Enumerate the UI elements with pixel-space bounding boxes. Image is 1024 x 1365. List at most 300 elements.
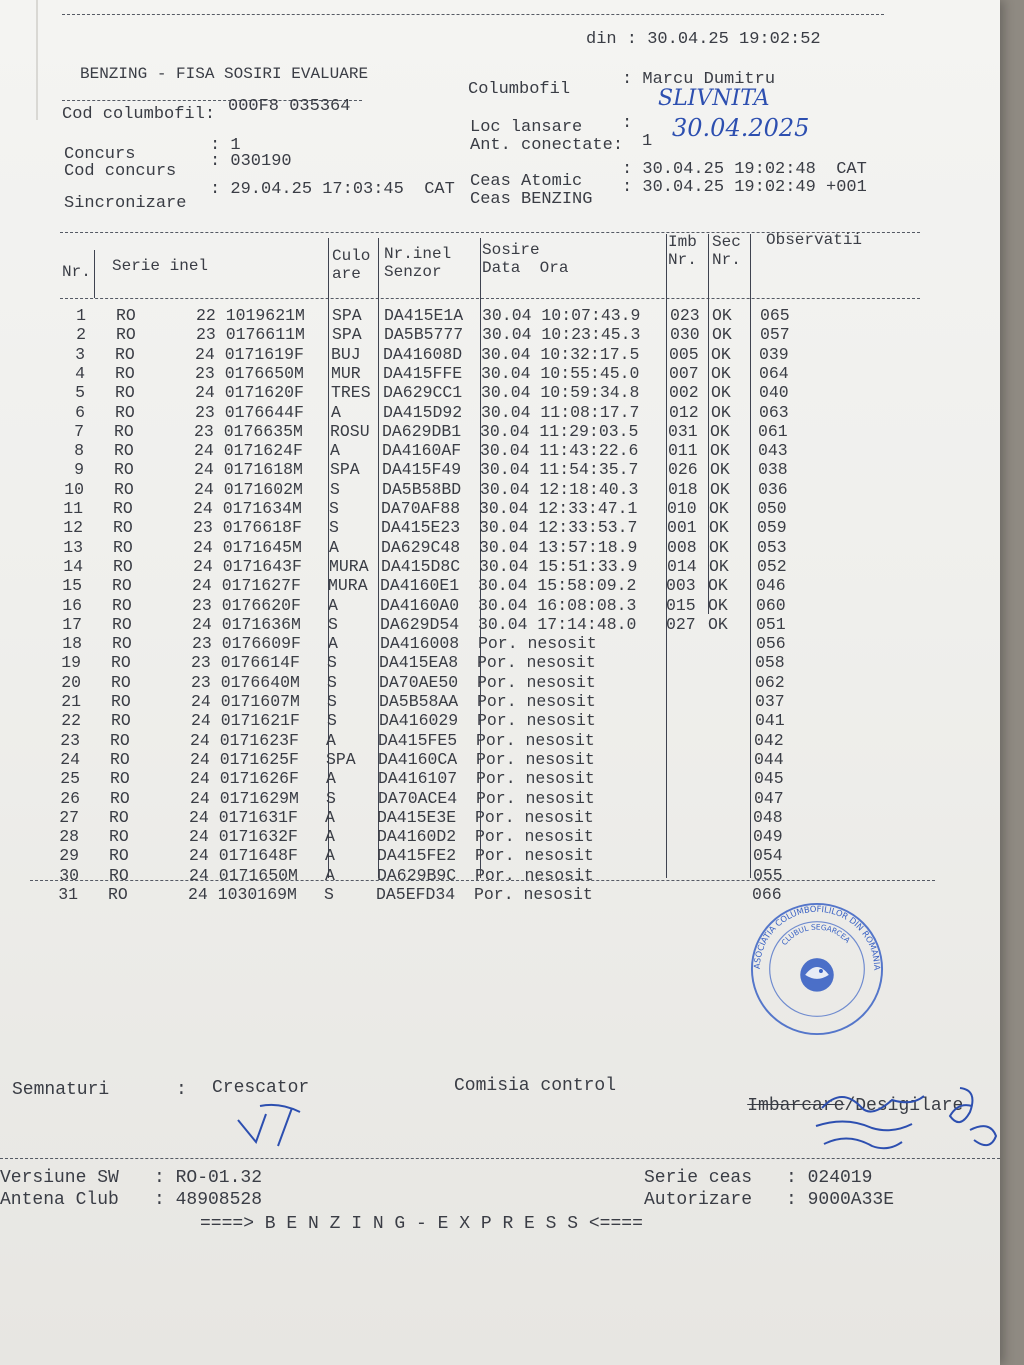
- cell-obs: 036: [758, 479, 788, 499]
- cell-senzor: DA629CC1: [383, 383, 463, 403]
- cell-tara: RO: [109, 807, 129, 827]
- cell-serie: 23 0176635M: [194, 421, 303, 441]
- cell-nr: 29: [59, 846, 79, 866]
- cell-tara: RO: [113, 537, 133, 557]
- cell-sec: OK: [710, 479, 730, 499]
- cell-serie: 24 0171621F: [191, 711, 300, 731]
- cell-obs: 049: [753, 827, 783, 847]
- cell-tara: RO: [115, 402, 135, 422]
- cell-serie: 24 0171648F: [189, 846, 298, 866]
- semnaturi-colon: :: [176, 1080, 187, 1100]
- ant-conectate-label: Ant. conectate:: [470, 136, 624, 155]
- cell-sosire: Por. nesosit: [478, 634, 597, 654]
- cell-imb: 003: [666, 576, 696, 596]
- cell-serie: 24 0171623F: [190, 730, 299, 750]
- cell-serie: 24 0171643F: [193, 556, 302, 576]
- cell-serie: 23 0176650M: [195, 363, 304, 383]
- table-row: [24, 750, 924, 769]
- crescator-signature: [230, 1100, 330, 1150]
- cell-serie: 23 0176640M: [191, 672, 300, 692]
- cell-imb: 002: [669, 383, 699, 403]
- cell-senzor: DA415D8C: [381, 556, 461, 576]
- pigeon-emblem-icon: [800, 958, 834, 992]
- cell-obs: 050: [757, 499, 787, 518]
- sincronizare-label: Sincronizare: [64, 194, 187, 213]
- cell-sosire: Por. nesosit: [476, 730, 595, 750]
- columbofil-label: Columbofil: [468, 80, 571, 99]
- table-row: [26, 596, 926, 615]
- cell-tara: RO: [111, 653, 131, 673]
- col-culoare: Culo: [332, 247, 371, 265]
- cell-obs: 058: [755, 653, 785, 673]
- cell-senzor: DA629D54: [380, 614, 460, 634]
- loc-lansare-handwritten: SLIVNITA: [658, 86, 770, 111]
- cell-culoare: A: [329, 537, 339, 557]
- col-sec-nr: Nr.: [712, 251, 741, 269]
- cell-culoare: SPA: [330, 460, 360, 480]
- cell-sec: OK: [708, 576, 728, 596]
- table-row: [25, 692, 925, 711]
- cell-imb: 026: [668, 460, 698, 480]
- cell-tara: RO: [112, 614, 132, 634]
- cell-senzor: DA4160A0: [380, 595, 460, 615]
- columbofil-value: : Marcu Dumitru: [622, 70, 776, 89]
- table-row: [26, 634, 926, 653]
- cell-sosire: 30.04 17:14:48.0: [478, 614, 637, 634]
- ant-conectate-value: 1: [642, 132, 653, 151]
- cell-nr: 11: [63, 499, 83, 518]
- cell-sosire: 30.04 11:08:17.7: [481, 402, 640, 422]
- versiune-value: : RO-01.32: [154, 1168, 263, 1188]
- autorizare-value: : 9000A33E: [786, 1190, 895, 1210]
- cell-obs: 060: [756, 595, 786, 615]
- cell-tara: RO: [109, 865, 129, 885]
- cell-culoare: SPA: [332, 306, 362, 325]
- cell-culoare: A: [325, 865, 335, 885]
- table-row: [29, 403, 929, 422]
- cell-senzor: DA5EFD34: [376, 885, 456, 904]
- cell-tara: RO: [116, 325, 136, 345]
- cell-imb: 018: [668, 479, 698, 499]
- cell-serie: 22 1019621M: [196, 306, 305, 325]
- cell-senzor: DA629DB1: [382, 421, 462, 441]
- cell-obs: 056: [756, 634, 786, 654]
- cell-tara: RO: [114, 441, 134, 461]
- cell-tara: RO: [115, 344, 135, 364]
- cell-sec: OK: [709, 537, 729, 557]
- cell-sec: OK: [709, 518, 729, 538]
- cell-imb: 007: [669, 363, 699, 383]
- cell-imb: 015: [666, 595, 696, 615]
- arrivals-table: [30, 231, 940, 904]
- cell-senzor: DA415FE5: [378, 730, 458, 750]
- cell-tara: RO: [111, 692, 131, 711]
- cell-sec: OK: [708, 614, 728, 634]
- cell-culoare: A: [328, 595, 338, 615]
- cell-tara: RO: [114, 460, 134, 480]
- cell-tara: RO: [110, 769, 130, 789]
- cell-senzor: DA41608D: [383, 344, 463, 364]
- cell-nr: 16: [62, 595, 82, 615]
- cell-nr: 28: [59, 827, 79, 847]
- table-row: [24, 789, 924, 808]
- cell-obs: 064: [759, 363, 789, 383]
- table-row: [27, 538, 927, 557]
- cell-culoare: MURA: [329, 556, 369, 576]
- cell-culoare: A: [326, 769, 336, 789]
- cell-sosire: Por. nesosit: [476, 769, 595, 789]
- cell-culoare: S: [324, 885, 334, 904]
- cell-nr: 15: [62, 576, 82, 596]
- autorizare-label: Autorizare: [644, 1190, 753, 1210]
- table-row: [26, 576, 926, 595]
- cell-senzor: DA5B58BD: [382, 479, 462, 499]
- cell-tara: RO: [115, 383, 135, 403]
- top-rule: [62, 14, 884, 15]
- cell-obs: 046: [756, 576, 786, 596]
- cell-culoare: SPA: [326, 749, 356, 769]
- table-row: [29, 383, 929, 402]
- cell-culoare: A: [326, 730, 336, 750]
- cell-senzor: DA415EA8: [379, 653, 459, 673]
- cell-culoare: S: [327, 653, 337, 673]
- cell-senzor: DA4160D2: [377, 827, 457, 847]
- cell-imb: 031: [668, 421, 698, 441]
- antena-label: Antena Club: [0, 1190, 119, 1210]
- cell-sosire: 30.04 11:43:22.6: [480, 441, 639, 461]
- cell-serie: 24 0171631F: [189, 807, 298, 827]
- cod-columbofil-value: 000F8 035364: [228, 97, 351, 116]
- cell-imb: 030: [670, 325, 700, 345]
- cell-serie: 24 0171624F: [194, 441, 303, 461]
- table-row: [23, 827, 923, 846]
- cell-nr: 1: [76, 306, 86, 325]
- cell-sosire: 30.04 10:59:34.8: [481, 383, 640, 403]
- cell-culoare: MUR: [331, 363, 361, 383]
- cell-nr: 2: [76, 325, 86, 345]
- table-row: [28, 460, 928, 479]
- cell-culoare: S: [327, 672, 337, 692]
- cell-senzor: DA415E23: [381, 518, 461, 538]
- cell-culoare: S: [329, 518, 339, 538]
- ceas-atomic-label: Ceas Atomic: [470, 172, 583, 191]
- cell-senzor: DA415FE2: [377, 846, 457, 866]
- col-nr: Nr.: [62, 263, 91, 281]
- cell-nr: 5: [75, 383, 85, 403]
- table-row: [29, 345, 929, 364]
- cell-sosire: Por. nesosit: [475, 865, 594, 885]
- cell-obs: 052: [757, 556, 787, 576]
- cell-serie: 24 0171645M: [193, 537, 302, 557]
- cell-sosire: 30.04 13:57:18.9: [479, 537, 638, 557]
- cell-serie: 24 0171629M: [190, 788, 299, 808]
- cell-nr: 30: [59, 865, 79, 885]
- cell-culoare: A: [328, 634, 338, 654]
- col-sec: Sec: [712, 233, 741, 251]
- loc-lansare-colon: :: [622, 114, 633, 133]
- cell-sosire: Por. nesosit: [477, 692, 596, 711]
- cell-culoare: ROSU: [330, 421, 370, 441]
- table-row: [26, 615, 926, 634]
- cell-tara: RO: [114, 479, 134, 499]
- cell-sec: OK: [711, 344, 731, 364]
- table-row: [29, 364, 929, 383]
- cell-serie: 23 0176620F: [192, 595, 301, 615]
- table-row: [24, 731, 924, 750]
- cell-senzor: DA415E1A: [384, 306, 464, 325]
- col-culoare-2: are: [332, 265, 361, 283]
- cell-culoare: S: [327, 692, 337, 711]
- semnaturi-label: Semnaturi: [12, 1080, 110, 1100]
- table-row: [23, 846, 923, 865]
- cell-obs: 043: [758, 441, 788, 461]
- cell-sosire: 30.04 12:33:53.7: [479, 518, 638, 538]
- cell-sosire: 30.04 10:55:45.0: [481, 363, 640, 383]
- cell-culoare: BUJ: [331, 344, 361, 364]
- cell-imb: 008: [667, 537, 697, 557]
- table-row: [27, 557, 927, 576]
- paper-edge: [36, 0, 38, 120]
- cell-serie: 23 0176644F: [195, 402, 304, 422]
- cell-imb: 023: [670, 306, 700, 325]
- table-row: [28, 441, 928, 460]
- cell-tara: RO: [112, 595, 132, 615]
- cell-imb: 001: [667, 518, 697, 538]
- cell-senzor: DA416107: [378, 769, 458, 789]
- cell-sec: OK: [711, 383, 731, 403]
- cell-imb: 010: [667, 499, 697, 518]
- col-serie: Serie inel: [112, 257, 209, 275]
- table-row: [23, 866, 923, 885]
- cell-nr: 19: [61, 653, 81, 673]
- cell-serie: 23 0176614F: [191, 653, 300, 673]
- cell-senzor: DA5B5777: [384, 325, 464, 345]
- cell-senzor: DA415E3E: [377, 807, 457, 827]
- cell-tara: RO: [113, 499, 133, 518]
- col-divider: [94, 250, 95, 298]
- table-row: [27, 518, 927, 537]
- cell-nr: 9: [74, 460, 84, 480]
- cell-sec: OK: [708, 595, 728, 615]
- cell-sosire: 30.04 11:29:03.5: [480, 421, 639, 441]
- cell-sosire: 30.04 12:18:40.3: [480, 479, 639, 499]
- cell-sosire: Por. nesosit: [475, 827, 594, 847]
- cell-obs: 059: [757, 518, 787, 538]
- col-nr-inel: Nr.inel: [384, 245, 452, 263]
- col-imb: Imb: [668, 233, 697, 251]
- cell-nr: 21: [61, 692, 81, 711]
- cod-concurs-label: Cod concurs: [64, 162, 177, 181]
- cell-obs: 040: [759, 383, 789, 403]
- cell-nr: 14: [63, 556, 83, 576]
- cell-sec: OK: [712, 325, 732, 345]
- cell-nr: 4: [75, 363, 85, 383]
- cell-tara: RO: [113, 556, 133, 576]
- crescator-label: Crescator: [212, 1078, 310, 1098]
- cod-columbofil-label: Cod columbofil:: [62, 105, 216, 124]
- col-imb-nr: Nr.: [668, 251, 697, 269]
- cell-sosire: 30.04 10:32:17.5: [481, 344, 640, 364]
- cell-senzor: DA629B9C: [377, 865, 457, 885]
- cell-obs: 038: [758, 460, 788, 480]
- ceas-atomic-value: : 30.04.25 19:02:48 CAT: [622, 160, 867, 179]
- cell-tara: RO: [109, 846, 129, 866]
- cell-obs: 037: [755, 692, 785, 711]
- cell-serie: 24 1030169M: [188, 885, 297, 904]
- ceas-benzing-label: Ceas BENZING: [470, 190, 593, 209]
- cell-serie: 24 0171619F: [195, 344, 304, 364]
- cell-nr: 25: [60, 769, 80, 789]
- table-row: [28, 480, 928, 499]
- cell-senzor: DA4160AF: [382, 441, 462, 461]
- cell-serie: 24 0171627F: [192, 576, 301, 596]
- table-row: [25, 673, 925, 692]
- cell-obs: 055: [753, 865, 783, 885]
- cell-serie: 23 0176611M: [196, 325, 305, 345]
- cell-tara: RO: [111, 672, 131, 692]
- concurs-label: Concurs: [64, 145, 136, 164]
- versiune-label: Versiune SW: [0, 1168, 119, 1188]
- cell-obs: 061: [758, 421, 788, 441]
- cell-nr: 17: [62, 614, 82, 634]
- stamp-outer-text: ASOCIATIA COLUMBOFILILOR DIN ROMANIA: [751, 903, 883, 971]
- cell-nr: 3: [75, 344, 85, 364]
- cell-culoare: S: [330, 479, 340, 499]
- cell-senzor: DA70AF88: [381, 499, 461, 518]
- cell-tara: RO: [109, 827, 129, 847]
- cell-obs: 057: [760, 325, 790, 345]
- cell-sec: OK: [709, 556, 729, 576]
- cell-senzor: DA415F49: [382, 460, 462, 480]
- col-senzor: Senzor: [384, 263, 442, 281]
- comisia-label: Comisia control: [454, 1076, 617, 1096]
- cell-senzor: DA5B58AA: [379, 692, 459, 711]
- cell-serie: 24 0171618M: [194, 460, 303, 480]
- cell-tara: RO: [110, 749, 130, 769]
- cell-nr: 31: [58, 885, 78, 904]
- sincronizare-value: : 29.04.25 17:03:45 CAT: [210, 180, 455, 199]
- cell-culoare: S: [327, 711, 337, 731]
- cell-obs: 045: [754, 769, 784, 789]
- cell-senzor: DA70ACE4: [378, 788, 458, 808]
- table-row: [24, 769, 924, 788]
- cell-sec: OK: [711, 363, 731, 383]
- cell-sosire: Por. nesosit: [474, 885, 593, 904]
- desigilare-label: /Desigilare: [844, 1096, 964, 1116]
- cell-sosire: Por. nesosit: [477, 653, 596, 673]
- table-row: [23, 808, 923, 827]
- concurs-value: : 1: [210, 136, 241, 155]
- cell-tara: RO: [112, 634, 132, 654]
- cell-serie: 24 0171625F: [190, 749, 299, 769]
- cell-nr: 24: [60, 749, 80, 769]
- commission-signature: [810, 1078, 1010, 1158]
- cell-tara: RO: [116, 306, 136, 325]
- table-row: [30, 325, 930, 344]
- cell-tara: RO: [114, 421, 134, 441]
- cell-imb: 014: [667, 556, 697, 576]
- cell-culoare: A: [325, 846, 335, 866]
- loc-lansare-label: Loc lansare: [470, 118, 583, 137]
- cell-obs: 044: [754, 749, 784, 769]
- cell-obs: 065: [760, 306, 790, 325]
- club-stamp: [748, 900, 886, 1038]
- cell-sec: OK: [709, 499, 729, 518]
- cell-serie: 23 0176609F: [192, 634, 301, 654]
- cell-nr: 22: [61, 711, 81, 731]
- cell-nr: 12: [63, 518, 83, 538]
- cell-senzor: DA415FFE: [383, 363, 463, 383]
- cell-tara: RO: [110, 730, 130, 750]
- cell-obs: 053: [757, 537, 787, 557]
- cell-sosire: 30.04 10:07:43.9: [482, 306, 641, 325]
- imbarcare-struck: Imbarcare: [747, 1096, 845, 1116]
- cell-senzor: DA4160E1: [380, 576, 460, 596]
- table-row: [25, 653, 925, 672]
- cell-senzor: DA4160CA: [378, 749, 458, 769]
- cell-serie: 24 0171620F: [195, 383, 304, 403]
- serie-ceas-value: : 024019: [786, 1168, 873, 1188]
- cell-sec: OK: [711, 402, 731, 422]
- cell-sosire: 30.04 15:51:33.9: [479, 556, 638, 576]
- cell-obs: 051: [756, 614, 786, 634]
- cell-sosire: Por. nesosit: [476, 788, 595, 808]
- cell-tara: RO: [115, 363, 135, 383]
- cell-senzor: DA629C48: [381, 537, 461, 557]
- cell-tara: RO: [110, 788, 130, 808]
- cell-sosire: Por. nesosit: [475, 807, 594, 827]
- cell-culoare: S: [328, 614, 338, 634]
- cell-nr: 13: [63, 537, 83, 557]
- print-date: din : 30.04.25 19:02:52: [586, 30, 821, 49]
- cell-obs: 054: [753, 846, 783, 866]
- cell-imb: 011: [668, 441, 698, 461]
- stamp-inner-text: CLUBUL SEGARCEA: [779, 922, 852, 948]
- cell-obs: 066: [752, 885, 782, 904]
- table-row: [28, 422, 928, 441]
- cell-serie: 24 0171650M: [189, 865, 298, 885]
- cell-sosire: 30.04 15:58:09.2: [478, 576, 637, 596]
- cell-tara: RO: [113, 518, 133, 538]
- cell-tara: RO: [108, 885, 128, 904]
- cell-sosire: 30.04 12:33:47.1: [479, 499, 638, 518]
- cell-sec: OK: [710, 460, 730, 480]
- cell-serie: 24 0171607M: [191, 692, 300, 711]
- serie-ceas-label: Serie ceas: [644, 1168, 753, 1188]
- cell-nr: 7: [74, 421, 84, 441]
- page-title: BENZING - FISA SOSIRI EVALUARE: [80, 65, 369, 83]
- cell-sosire: Por. nesosit: [476, 749, 595, 769]
- cell-culoare: SPA: [332, 325, 362, 345]
- cell-serie: 24 0171632F: [189, 827, 298, 847]
- cell-serie: 24 0171626F: [190, 769, 299, 789]
- table-head-rule: [60, 298, 920, 299]
- table-row: [30, 306, 930, 325]
- cell-sosire: Por. nesosit: [477, 672, 596, 692]
- cell-serie: 24 0171636M: [192, 614, 301, 634]
- benzing-express-banner: ====> B E N Z I N G - E X P R E S S <====: [200, 1214, 643, 1234]
- cell-nr: 6: [75, 402, 85, 422]
- cell-obs: 039: [759, 344, 789, 364]
- cell-sosire: 30.04 16:08:08.3: [478, 595, 637, 615]
- footer-rule: [0, 1158, 1000, 1159]
- cell-culoare: S: [329, 499, 339, 518]
- cod-concurs-value: : 030190: [210, 152, 292, 171]
- cell-tara: RO: [112, 576, 132, 596]
- cell-nr: 18: [62, 634, 82, 654]
- cell-imb: 005: [669, 344, 699, 364]
- cell-sosire: 30.04 11:54:35.7: [480, 460, 639, 480]
